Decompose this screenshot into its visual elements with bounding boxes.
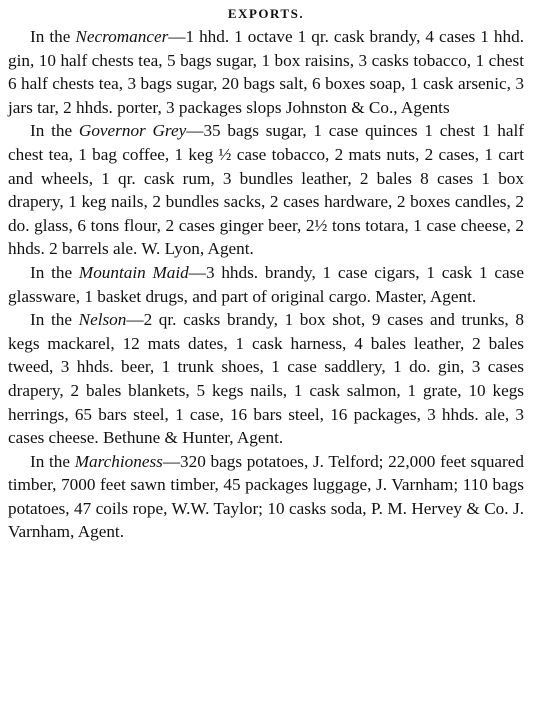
- cargo-text: —1 hhd. 1 octave 1 qr. cask brandy, 4 cases 1 hhd. gin, 10 half chests tea, 5 bags sugar, 1 box raisins, 3 casks tobacco, 1 chest 6 half chests tea, 3 bags sugar, 20 bags salt, 6 boxes soap, 1 cask arsenic, 3 jars tar, 2 hhds. porter, 3 packages slops Johnston & Co., Agents: [8, 27, 524, 117]
- entry-prefix: In the: [30, 262, 79, 282]
- ship-name: Marchioness: [74, 451, 163, 471]
- export-entry-marchioness: [8, 450, 524, 544]
- cargo-text: —2 qr. casks brandy, 1 box shot, 9 cases and trunks, 8 kegs mackarel, 12 mats dates, 1 cask harness, 4 bales leather, 2 bales tweed, 3 hhds. beer, 1 trunk shoes, 1 case saddlery, 1 do. gin, 3 cases drapery, 2 bales blankets, 5 kegs nails, 1 cask salmon, 1 grate, 10 kegs herrings, 65 bars steel, 1 case, 16 bars steel, 16 packages, 3 hhds. ale, 3 cases cheese. Bethune & Hunter, Agent.: [8, 310, 524, 448]
- cargo-text: —320 bags potatoes, J. Telford; 22,000 feet squared timber, 7000 feet sawn timber, 45 packages luggage, J. Varnham; 110 bags potatoes, 47 coils rope, W.W. Taylor; 10 casks soda, P. M. Hervey & Co. J. Varnham, Agent.: [8, 451, 524, 542]
- entry-prefix: In the: [30, 451, 75, 471]
- ship-name: Mountain Maid: [78, 262, 189, 282]
- export-entry-governor-grey: [8, 119, 524, 261]
- ship-name: Necromancer: [75, 27, 169, 46]
- ship-name: Nelson: [78, 310, 127, 330]
- cargo-text: —3 hhds. brandy, 1 case cigars, 1 cask 1 case glassware, 1 basket drugs, and part of original cargo. Master, Agent.: [8, 262, 524, 306]
- export-entry-mountain-maid: [8, 261, 524, 308]
- entry-prefix: In the: [30, 27, 76, 46]
- ship-name: Governor Grey: [78, 121, 187, 141]
- cargo-text: —35 bags sugar, 1 case quinces 1 chest 1 half chest tea, 1 bag coffee, 1 keg ½ case tobacco, 2 mats nuts, 2 cases, 1 cart and wheels, 1 qr. cask rum, 3 bundles leather, 2 bales 8 cases 1 box drapery, 1 keg nails, 2 bundles sacks, 2 cases hardware, 2 boxes candles, 2 do. glass, 6 tons flour, 2 cases ginger beer, 2½ tons totara, 1 case cheese, 2 hhds. 2 barrels ale. W. Lyon, Agent.: [8, 121, 524, 259]
- export-entry-necromancer: [8, 25, 524, 119]
- entry-prefix: In the: [30, 121, 79, 141]
- section-heading: EXPORTS.: [227, 6, 305, 21]
- entry-prefix: In the: [30, 310, 79, 330]
- export-entry-nelson: [8, 308, 524, 450]
